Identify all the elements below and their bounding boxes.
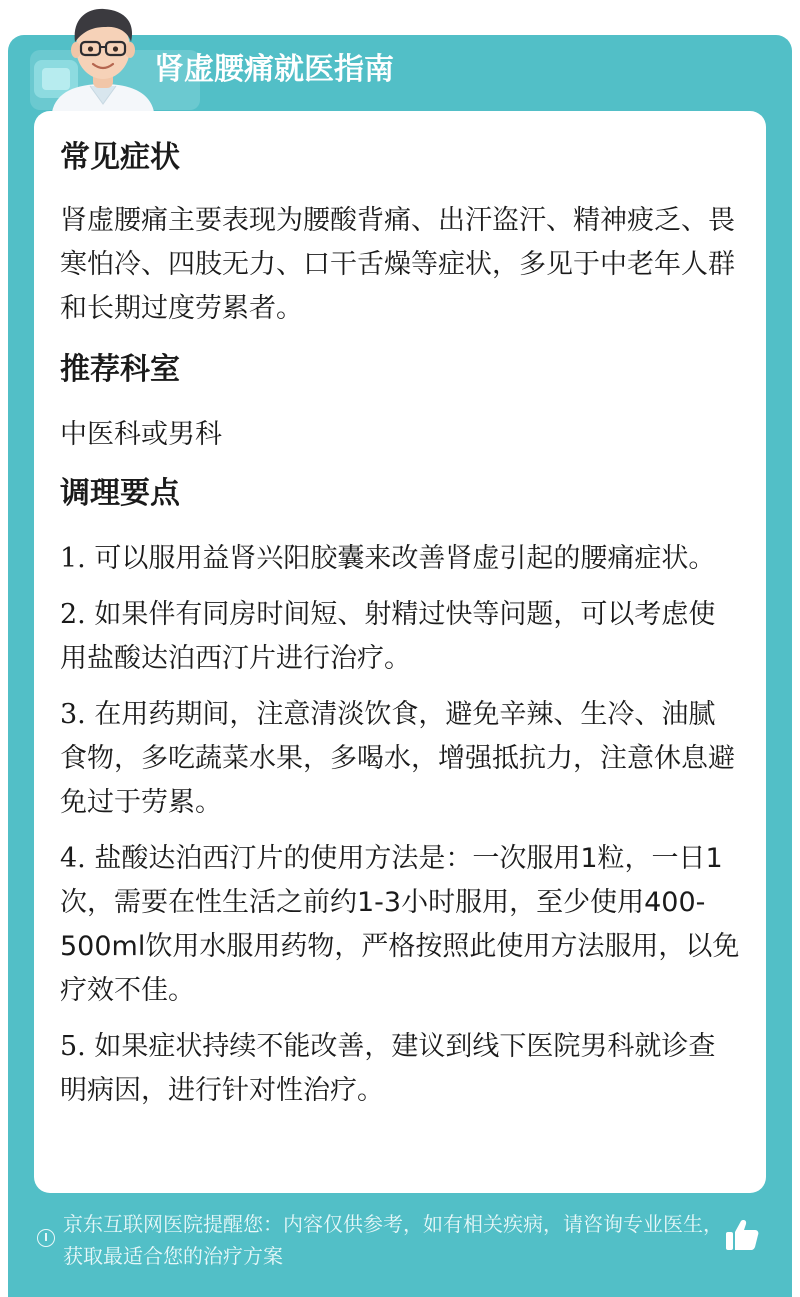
section-title-symptoms: 常见症状 (60, 140, 180, 175)
section-title-department: 推荐科室 (60, 352, 180, 387)
page-title: 肾虚腰痛就医指南 (154, 52, 394, 87)
doctor-avatar (48, 0, 158, 112)
section-title-care: 调理要点 (60, 476, 180, 511)
symptoms-text: 肾虚腰痛主要表现为腰酸背痛、出汗盗汗、精神疲乏、畏寒怕冷、四肢无力、口干舌燥等症状，多见于中老年人群和长期过度劳累者。 (60, 205, 735, 324)
care-item-2: 2. 如果伴有同房时间短、射精过快等问题，可以考虑使用盐酸达泊西汀片进行治疗。 (60, 599, 716, 674)
care-item-4: 4. 盐酸达泊西汀片的使用方法是：一次服用1粒，一日1次，需要在性生活之前约1-3小时服用，至少使用400-500ml饮用水服用药物，严格按照此使用方法服用，以免疗效不佳。 (60, 843, 740, 1006)
info-icon (37, 1229, 55, 1247)
care-item-1: 1. 可以服用益肾兴阳胶囊来改善肾虚引起的腰痛症状。 (60, 543, 716, 574)
thumbs-up-icon[interactable] (724, 1218, 760, 1252)
department-text: 中医科或男科 (60, 419, 222, 450)
care-item-3: 3. 在用药期间，注意清淡饮食，避免辛辣、生冷、油腻食物，多吃蔬菜水果，多喝水，增强抵抗力，注意休息避免过于劳累。 (60, 699, 735, 818)
footer-notice: 京东互联网医院提醒您：内容仅供参考，如有相关疾病，请咨询专业医生，获取最适合您的治疗方案 (63, 1212, 723, 1268)
care-item-5: 5. 如果症状持续不能改善，建议到线下医院男科就诊查明病因，进行针对性治疗。 (60, 1031, 716, 1106)
content-card (34, 111, 766, 1193)
